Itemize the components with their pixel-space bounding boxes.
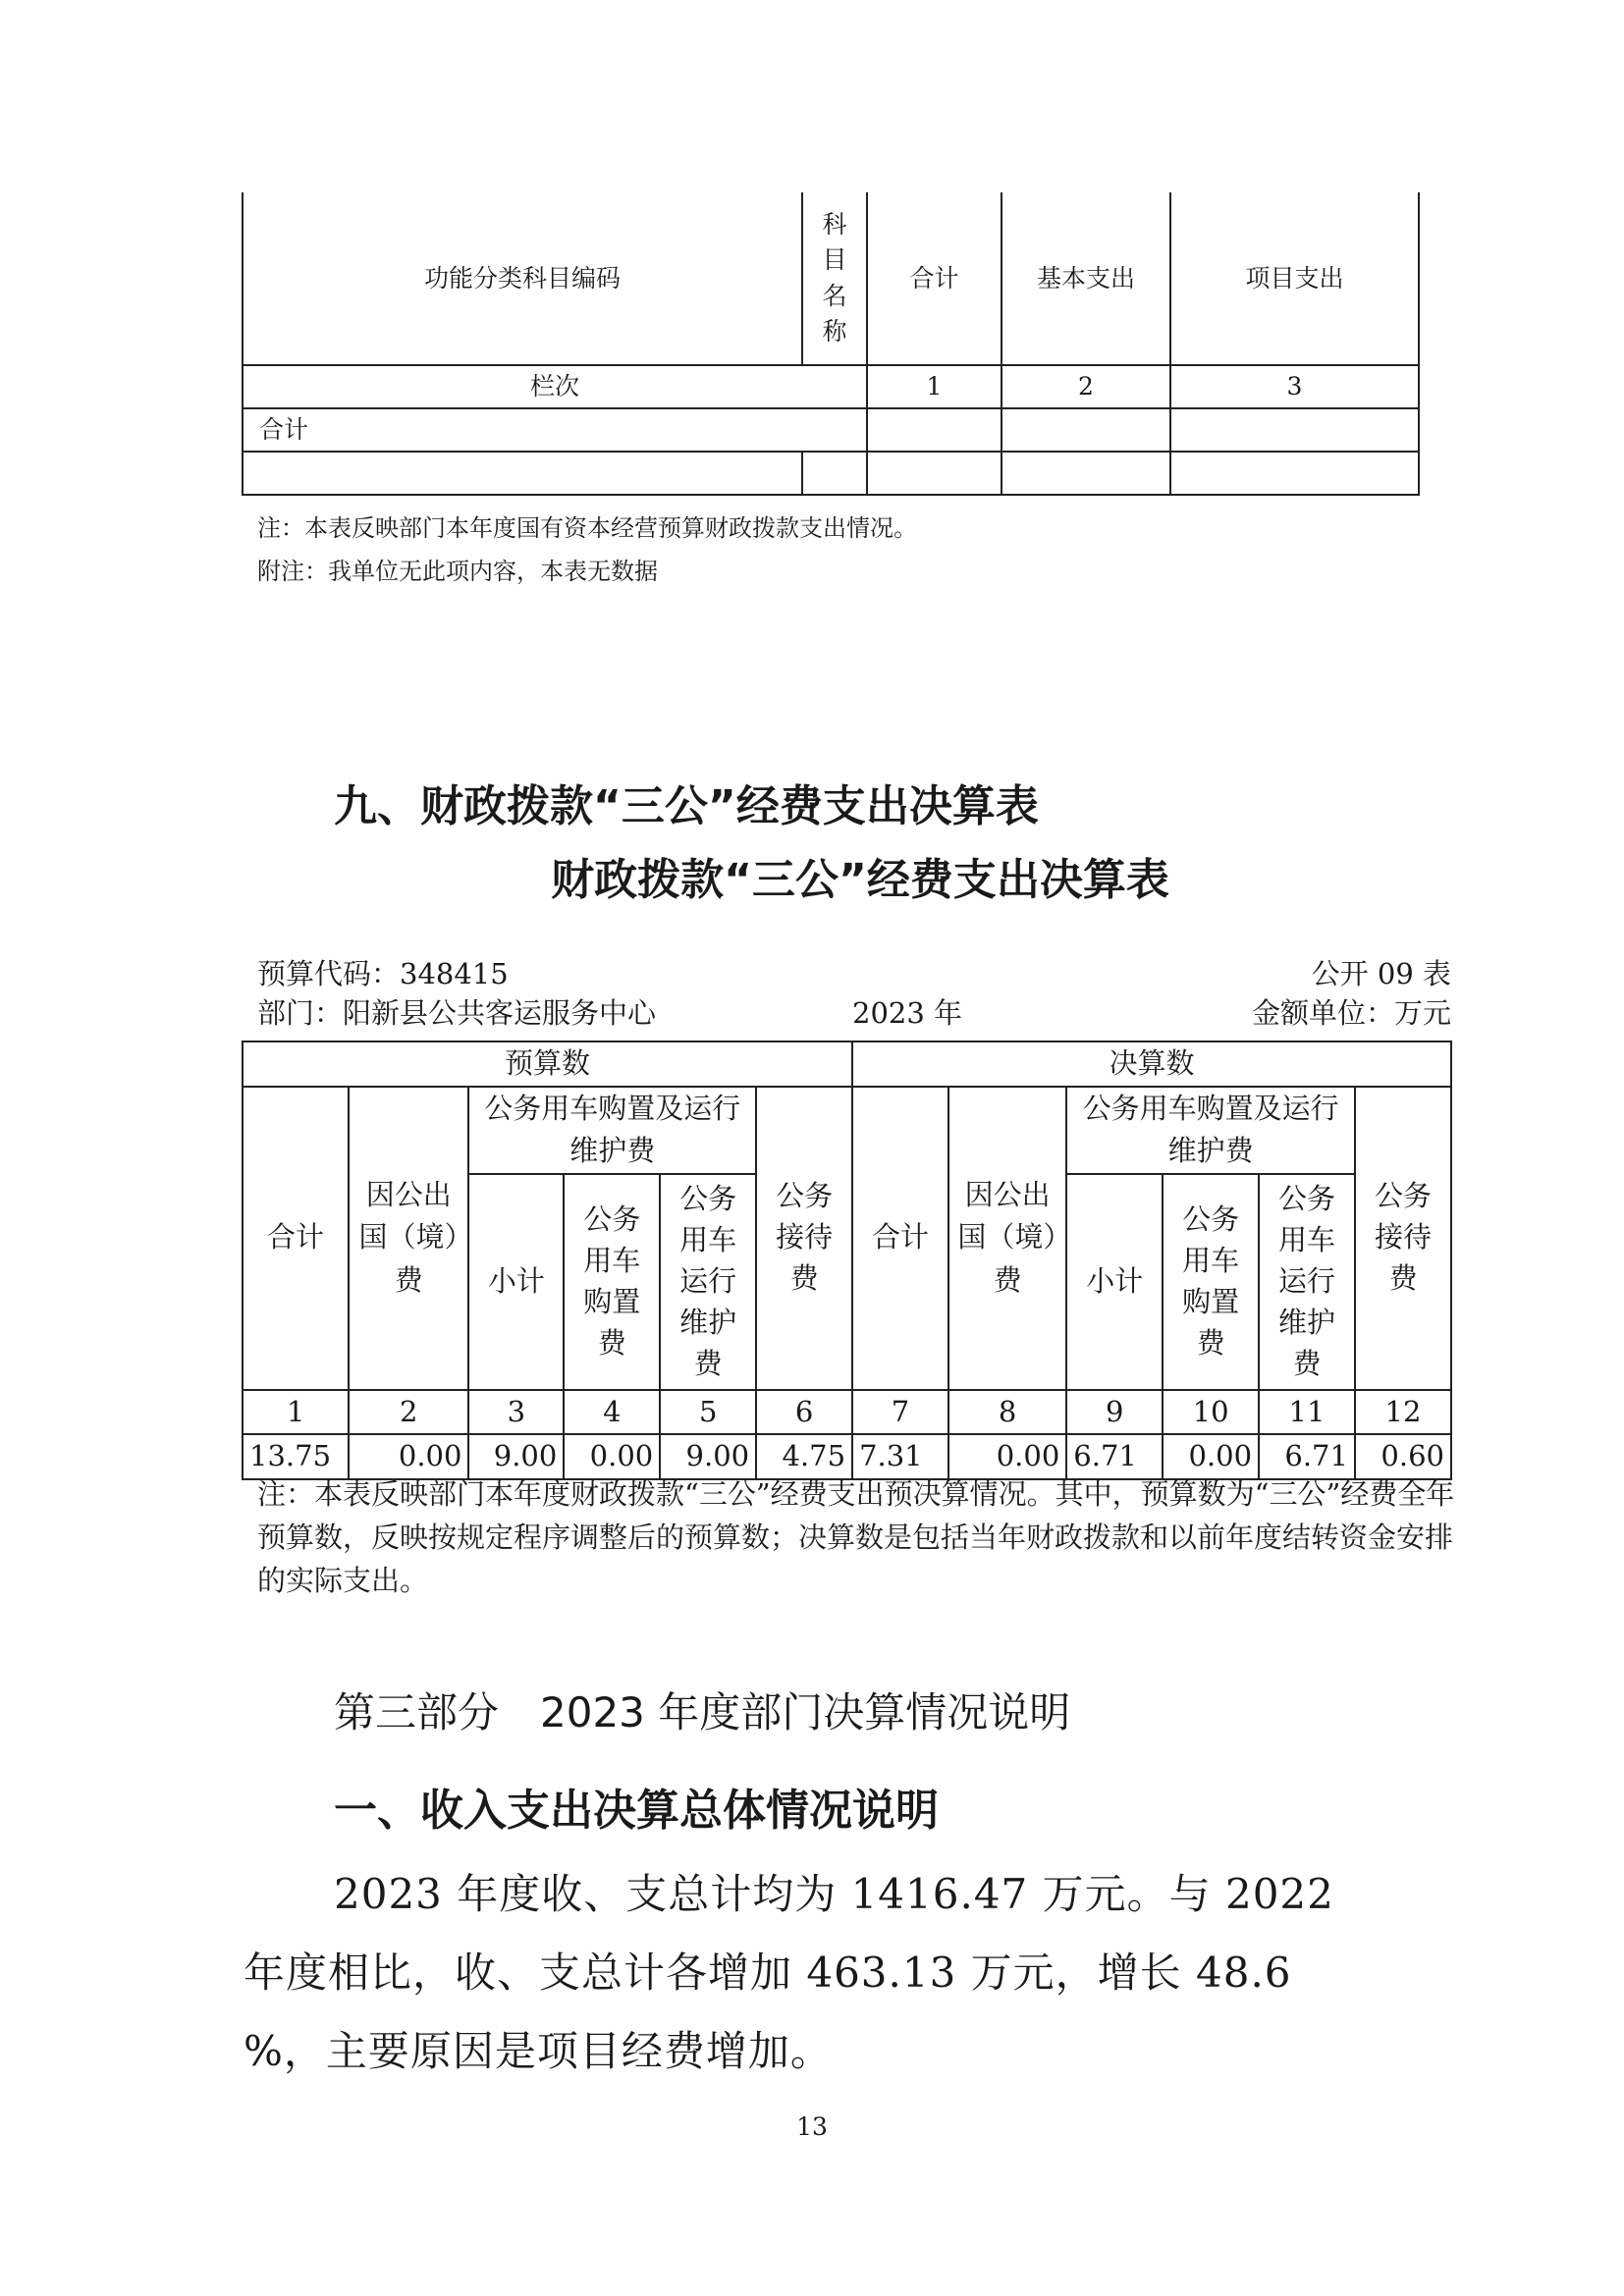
value-cell: 0.00 — [564, 1434, 660, 1479]
total-row-cell — [1170, 408, 1419, 452]
budget-car-group-header: 公务用车购置及运行维护费 — [468, 1087, 756, 1174]
value-cell: 0.00 — [349, 1434, 468, 1479]
department: 部门：阳新县公共客运服务中心 — [257, 996, 657, 1030]
budget-abroad-header: 因公出国（境）费 — [349, 1087, 468, 1390]
col-number: 6 — [756, 1390, 852, 1435]
value-cell: 4.75 — [756, 1434, 852, 1479]
header-basic: 基本支出 — [1001, 192, 1170, 365]
budget-code: 预算代码：348415 — [257, 957, 509, 990]
budget-reception-header: 公务接待费 — [756, 1087, 852, 1390]
value-cell: 0.60 — [1355, 1434, 1451, 1479]
header-code: 功能分类科目编码 — [243, 192, 802, 365]
top-table-appendix: 附注：我单位无此项内容，本表无数据 — [257, 558, 658, 585]
value-cell: 7.31 — [852, 1434, 948, 1479]
final-car-group-header: 公务用车购置及运行维护费 — [1066, 1087, 1355, 1174]
col-number: 2 — [349, 1390, 468, 1435]
col-number: 8 — [948, 1390, 1066, 1435]
col-label: 栏次 — [243, 365, 867, 408]
value-cell: 0.00 — [1163, 1434, 1259, 1479]
col-number: 7 — [852, 1390, 948, 1435]
value-cell: 6.71 — [1259, 1434, 1355, 1479]
table-title: 财政拨款“三公”经费支出决算表 — [551, 855, 1169, 905]
total-row-cell — [867, 408, 1001, 452]
final-header: 决算数 — [852, 1041, 1451, 1087]
empty-cell — [802, 452, 867, 495]
empty-cell — [243, 452, 802, 495]
state-capital-expenditure-table — [242, 192, 1420, 496]
final-subtotal-header: 小计 — [1066, 1174, 1163, 1390]
final-reception-header: 公务接待费 — [1355, 1087, 1451, 1390]
col-number: 5 — [660, 1390, 756, 1435]
empty-cell — [1001, 452, 1170, 495]
page-number: 13 — [796, 2112, 828, 2141]
header-total: 合计 — [867, 192, 1001, 365]
sangong-expenditure-table — [242, 1041, 1452, 1480]
subsection-heading: 一、收入支出决算总体情况说明 — [334, 1786, 939, 1836]
final-car-buy-header: 公务用车购置费 — [1163, 1174, 1259, 1390]
column-number-row — [243, 1390, 1451, 1435]
value-cell: 6.71 — [1066, 1434, 1163, 1479]
total-row-label: 合计 — [243, 408, 867, 452]
value-cell: 9.00 — [660, 1434, 756, 1479]
top-table-note: 注：本表反映部门本年度国有资本经营预算财政拨款支出情况。 — [257, 514, 917, 542]
final-car-run-header: 公务用车运行维护费 — [1259, 1174, 1355, 1390]
empty-cell — [867, 452, 1001, 495]
part3-heading: 第三部分 2023 年度部门决算情况说明 — [334, 1688, 1071, 1736]
final-total-header: 合计 — [852, 1087, 948, 1390]
report-year: 2023 年 — [852, 996, 963, 1030]
amount-unit: 金额单位：万元 — [1251, 996, 1451, 1030]
budget-total-header: 合计 — [243, 1087, 349, 1390]
col-number: 3 — [468, 1390, 564, 1435]
empty-cell — [1170, 452, 1419, 495]
col-num-3: 3 — [1170, 365, 1419, 408]
budget-car-run-header: 公务用车运行维护费 — [660, 1174, 756, 1390]
col-number: 12 — [1355, 1390, 1451, 1435]
col-number: 1 — [243, 1390, 349, 1435]
header-project: 项目支出 — [1170, 192, 1419, 365]
col-num-2: 2 — [1001, 365, 1170, 408]
col-number: 9 — [1066, 1390, 1163, 1435]
value-cell: 0.00 — [948, 1434, 1066, 1479]
col-num-1: 1 — [867, 365, 1001, 408]
final-abroad-header: 因公出国（境）费 — [948, 1087, 1066, 1390]
sangong-note: 注：本表反映部门本年度财政拨款“三公”经费支出预决算情况。其中，预算数为“三公”经费全年预算数，反映按规定程序调整后的预算数；决算数是包括当年财政拨款和以前年度结转资金安排的实际支出。 — [257, 1477, 1455, 1597]
budget-subtotal-header: 小计 — [468, 1174, 564, 1390]
total-row-cell — [1001, 408, 1170, 452]
col-number: 11 — [1259, 1390, 1355, 1435]
section-heading: 九、财政拨款“三公”经费支出决算表 — [334, 781, 1039, 831]
summary-paragraph: 2023 年度收、支总计均为 1416.47 万元。与 2022 年度相比，收、支总计各增加 463.13 万元，增长 48.6 %，主要原因是项目经费增加。 — [244, 1870, 1334, 2075]
table-number: 公开 09 表 — [1311, 957, 1451, 990]
budget-car-buy-header: 公务用车购置费 — [564, 1174, 660, 1390]
value-cell: 9.00 — [468, 1434, 564, 1479]
value-cell: 13.75 — [243, 1434, 349, 1479]
col-number: 4 — [564, 1390, 660, 1435]
col-number: 10 — [1163, 1390, 1259, 1435]
header-name: 科目名称 — [802, 192, 867, 365]
budget-header: 预算数 — [243, 1041, 852, 1087]
